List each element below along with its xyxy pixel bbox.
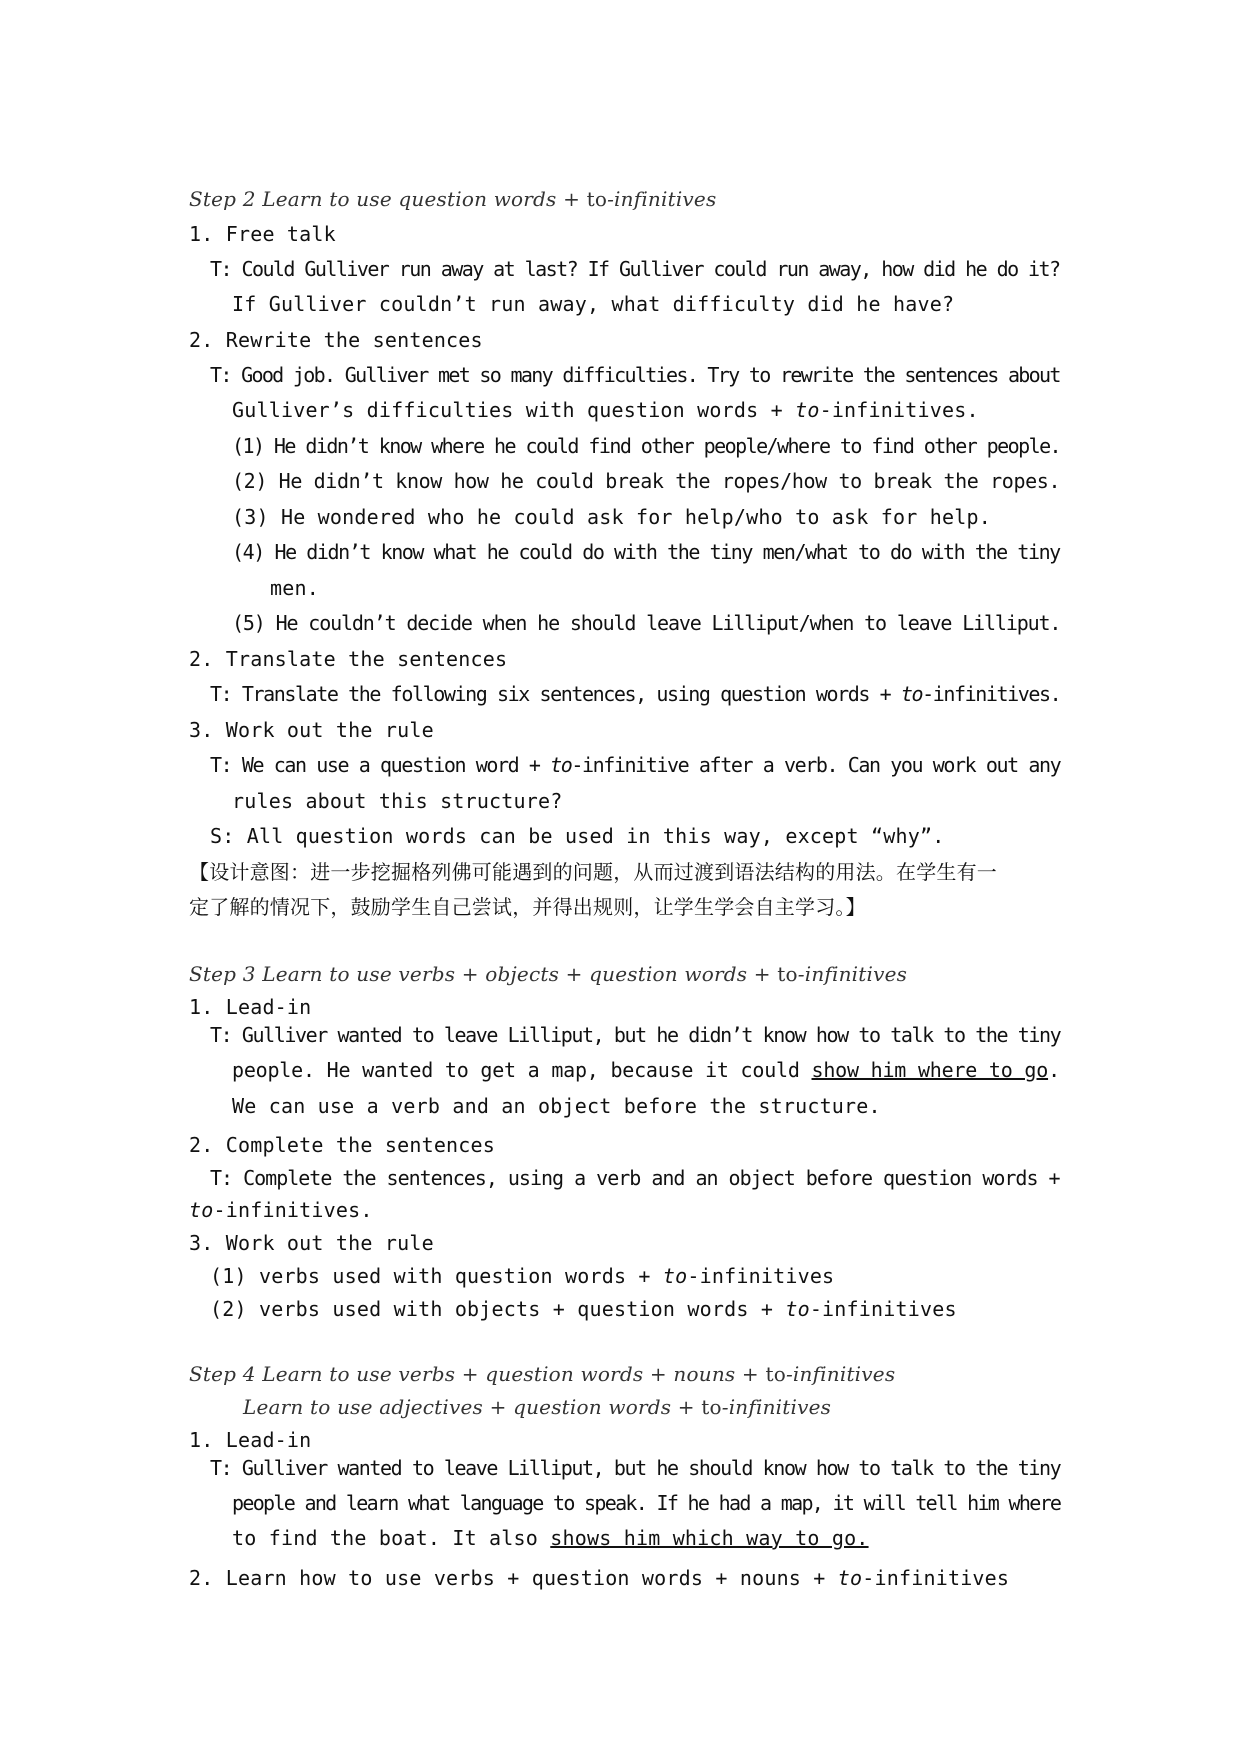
step2-teacher-line: If Gulliver couldn’t run away, what difficulty did he have? bbox=[232, 292, 955, 316]
list-item-continued: men. bbox=[270, 576, 319, 600]
list-item: (1) He didn’t know where he could find other people/where to find other people. bbox=[232, 434, 1061, 458]
step2-teacher-line: T: Could Gulliver run away at last? If Gulliver could run away, how did he do it? bbox=[210, 257, 1060, 281]
heading-to: to bbox=[765, 1362, 786, 1386]
step2-teacher-line: T: Good job. Gulliver met so many difficulties. Try to rewrite the sentences about bbox=[210, 363, 1060, 387]
to-italic: to bbox=[837, 1566, 863, 1590]
step4-item-learn bbox=[189, 1566, 1009, 1590]
underlined-phrase: show him where to go bbox=[811, 1058, 1049, 1082]
heading-text: -infinitives bbox=[721, 1395, 832, 1419]
step4-heading bbox=[189, 1362, 895, 1386]
heading-to: to bbox=[777, 962, 798, 986]
rule-item bbox=[210, 1297, 957, 1321]
text: 2. Learn how to use verbs + question words + nouns + bbox=[189, 1566, 838, 1590]
heading-text: Step 2 Learn to use question words + bbox=[189, 187, 587, 211]
step2-item-translate: 2. Translate the sentences bbox=[189, 647, 508, 671]
text: T: Translate the following six sentences, using question words + bbox=[210, 682, 901, 706]
to-italic: to bbox=[189, 1198, 214, 1222]
heading-text: Learn to use adjectives + question words + bbox=[243, 1395, 702, 1419]
rule-item bbox=[210, 1264, 834, 1288]
text: (2) verbs used with objects + question words + bbox=[210, 1297, 786, 1321]
text: to find the boat. It also bbox=[232, 1526, 551, 1550]
step2-teacher-line bbox=[232, 398, 979, 422]
text: T: We can use a question word + bbox=[210, 753, 551, 777]
step3-heading bbox=[189, 962, 907, 986]
design-intent: 定了解的情况下，鼓励学生自己尝试，并得出规则，让学生学会自主学习。】 bbox=[189, 895, 866, 919]
to-italic: to bbox=[550, 753, 572, 777]
heading-text: Step 4 Learn to use verbs + question words + nouns + bbox=[189, 1362, 766, 1386]
to-italic: to bbox=[662, 1264, 688, 1288]
step3-item-lead-in: 1. Lead-in bbox=[189, 995, 312, 1019]
step2-item-rule: 3. Work out the rule bbox=[189, 718, 434, 742]
text: -infinitive after a verb. Can you work out any bbox=[571, 753, 1061, 777]
text: -infinitives. bbox=[213, 1198, 373, 1222]
step3-teacher-line: We can use a verb and an object before the structure. bbox=[232, 1094, 881, 1118]
step4-subheading bbox=[243, 1395, 831, 1419]
step2-item-free-talk: 1. Free talk bbox=[189, 222, 336, 246]
to-italic: to bbox=[785, 1297, 810, 1321]
step2-teacher-line bbox=[210, 682, 1060, 706]
step4-teacher-line: people and learn what language to speak. If he had a map, it will tell him where bbox=[232, 1491, 1061, 1515]
step4-teacher-line bbox=[232, 1526, 869, 1550]
to-italic: to bbox=[900, 682, 923, 706]
heading-text: Step 3 Learn to use verbs + objects + question words + bbox=[189, 962, 778, 986]
underlined-phrase: shows him which way to go. bbox=[550, 1526, 869, 1550]
text: -infinitives. bbox=[819, 398, 979, 422]
list-item: (5) He couldn’t decide when he should leave Lilliput/when to leave Lilliput. bbox=[232, 611, 1061, 635]
step4-item-lead-in: 1. Lead-in bbox=[189, 1428, 312, 1452]
text: people. He wanted to get a map, because it could bbox=[232, 1058, 812, 1082]
heading-to: to bbox=[701, 1395, 722, 1419]
text: -infinitives bbox=[809, 1297, 957, 1321]
step3-item-complete: 2. Complete the sentences bbox=[189, 1133, 496, 1157]
design-intent: 【设计意图：进一步挖掘格列佛可能遇到的问题，从而过渡到语法结构的用法。在学生有一 bbox=[189, 860, 997, 884]
step2-teacher-line: rules about this structure? bbox=[232, 789, 563, 813]
heading-text: -infinitives bbox=[785, 1362, 896, 1386]
to-italic: to bbox=[795, 398, 820, 422]
list-item: (2) He didn’t know how he could break the ropes/how to break the ropes. bbox=[232, 469, 1061, 493]
text: -infinitives. bbox=[922, 682, 1061, 706]
text: (1) verbs used with question words + bbox=[210, 1264, 663, 1288]
text: . bbox=[1048, 1058, 1060, 1082]
list-item: (3) He wondered who he could ask for help/who to ask for help. bbox=[232, 505, 991, 529]
step3-teacher-line: T: Gulliver wanted to leave Lilliput, but he didn’t know how to talk to the tiny bbox=[210, 1023, 1061, 1047]
step3-item-rule: 3. Work out the rule bbox=[189, 1231, 434, 1255]
step4-teacher-line: T: Gulliver wanted to leave Lilliput, but he should know how to talk to the tiny bbox=[210, 1456, 1061, 1480]
step3-teacher-line bbox=[232, 1058, 1060, 1082]
step2-heading bbox=[189, 187, 716, 211]
heading-text: -infinitives bbox=[607, 187, 717, 211]
step3-teacher-line bbox=[189, 1198, 373, 1222]
text: Gulliver’s difficulties with question words + bbox=[232, 398, 796, 422]
heading-to: to bbox=[586, 187, 608, 211]
step3-teacher-line: T: Complete the sentences, using a verb and an object before question words + bbox=[210, 1166, 1060, 1190]
text: -infinitives bbox=[862, 1566, 1010, 1590]
step2-item-rewrite: 2. Rewrite the sentences bbox=[189, 328, 483, 352]
step2-student-line: S: All question words can be used in this way, except “why”. bbox=[210, 824, 945, 848]
list-item: (4) He didn’t know what he could do with the tiny men/what to do with the tiny bbox=[232, 540, 1060, 564]
step2-teacher-line bbox=[210, 753, 1060, 777]
text: -infinitives bbox=[687, 1264, 835, 1288]
heading-text: -infinitives bbox=[797, 962, 908, 986]
